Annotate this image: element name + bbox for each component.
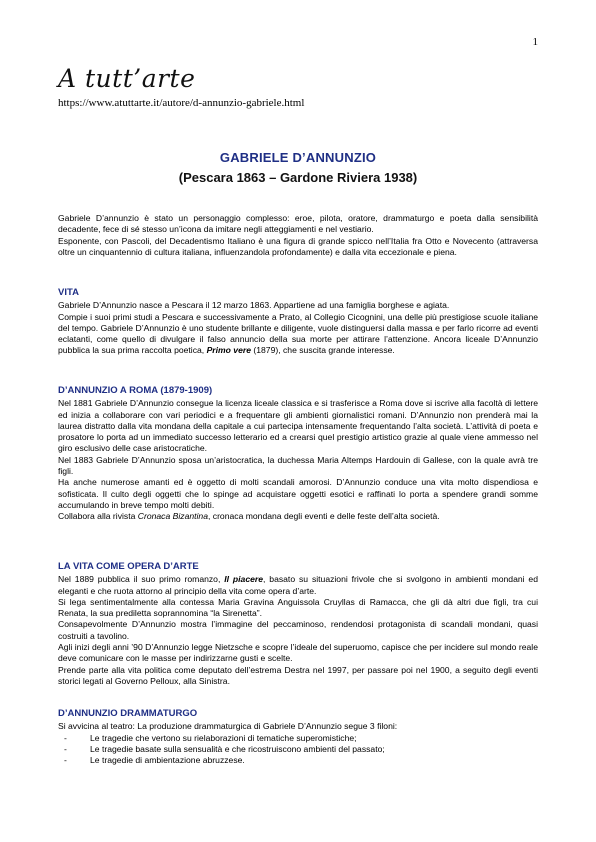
site-logo: A tutt’arte — [58, 64, 196, 93]
paragraph: Collabora alla rivista Cronaca Bizantina, cronaca mondana degli eventi e delle feste dell’alta società. — [58, 511, 440, 522]
paragraph: Consapevolmente D’Annunzio mostra l’immagine del peccaminoso, rendendosi protagonista di scandali mondani, quasi costruiti a tavolino. — [58, 619, 538, 641]
paragraph: Si avvicina al teatro: La produzione drammaturgica di Gabriele D’Annunzio segue 3 filoni: — [58, 721, 398, 732]
paragraph: Prende parte alla vita politica come deputato dell’estrema Destra nel 1997, per passare poi nel 1900, a seguito degli eventi storici legati al Governo Pelloux, alla Sinistra. — [58, 664, 538, 686]
page-subtitle: (Pescara 1863 – Gardone Riviera 1938) — [178, 170, 418, 185]
section-heading: D’ANNUNZIO DRAMMATURGO — [58, 708, 198, 719]
section-heading: LA VITA COME OPERA D’ARTE — [58, 561, 199, 572]
section-heading: VITA — [58, 287, 79, 298]
paragraph: Gabriele D’Annunzio nasce a Pescara il 12 marzo 1863. Appartiene ad una famiglia borghese e agiata. — [58, 300, 450, 311]
list-item: - Le tragedie di ambientazione abruzzese. — [64, 755, 538, 766]
paragraph: Nel 1881 Gabriele D’Annunzio consegue la licenza liceale classica e si trasferisce a Roma dove si iscrive alla facoltà di lettere ed inizia a collaborare con vari periodici e a frequentare gli ambienti giornalistici romani. D’Annunzio non prenderà mai la laurea distratto dalla vita mondana della capitale a cui partecipa intensamente frequentando l’alta società. L’attività di poeta e prosatore lo porta ad un immediato successo letterario ed a crearsi quel prestigio artistico grazie al quale viene ammesso nel giro esclusivo delle case aristocratiche. — [58, 398, 538, 454]
intro-section — [58, 213, 538, 258]
work-title: Cronaca Bizantina — [137, 511, 208, 522]
section-heading: D’ANNUNZIO A ROMA (1879-1909) — [58, 385, 213, 396]
list-item: - Le tragedie basate sulla sensualità e che ricostruiscono ambienti del passato; — [64, 744, 538, 755]
paragraph: Nel 1883 Gabriele D’Annunzio sposa un’aristocratica, la duchessa Maria Altemps Hardouin di Gallese, con la quale avrà tre figli. — [58, 454, 538, 477]
tragedy-list — [58, 733, 538, 767]
section-arte — [58, 561, 538, 687]
paragraph: Nel 1889 pubblica il suo primo romanzo, Il piacere, basato su situazioni frivole che si svolgono in ambienti mondani ed eleganti e che ruota attorno al principio della vita come opera d’arte. — [58, 574, 538, 596]
intro-paragraph: Gabriele D’annunzio è stato un personaggio complesso: eroe, pilota, oratore, drammaturgo e poeta dalla sensibilità decadente, fece di sé stesso un’icona da imitare negli atteggiamenti e nel vestiario. — [58, 213, 538, 235]
paragraph: Compie i suoi primi studi a Pescara e successivamente a Prato, al Collegio Cicognini, una delle più prestigiose scuole italiane del tempo. Gabriele D’Annunzio è uno studente brillante e diligente, vuole distinguersi dalla massa e per farlo ricorre ad eventi eclatanti, come quello di divulgare il falso annuncio della sua morte per attirare l’attenzione. Ancora liceale D’Annunzio pubblica la sua prima raccolta poetica, Primo vere (1879), che suscita grande interesse. — [58, 311, 538, 356]
source-url[interactable]: https://www.atuttarte.it/autore/d-annunzio-gabriele.html — [58, 97, 305, 109]
section-drammaturgo — [58, 708, 538, 766]
page-title: GABRIELE D’ANNUNZIO — [219, 150, 377, 165]
paragraph: Ha anche numerose amanti ed è oggetto di molti scandali amorosi. D’Annunzio conduce una vita molto dispendiosa e sofisticata. Il culto degli oggetti che lo spinge ad acquistare oggetti esotici e raffinati lo porta a spendere grandi somme accumulando in breve tempo molti debiti. — [58, 477, 538, 510]
section-roma — [58, 385, 538, 523]
paragraph: Agli inizi degli anni ’90 D’Annunzio legge Nietzsche e scopre l’ideale del superuomo, capisce che per incidere sul mondo reale deve comunicare con le masse per indirizzarne gusti e scelte. — [58, 642, 538, 664]
paragraph: Si lega sentimentalmente alla contessa Maria Gravina Anguissola Cruyllas di Ramacca, che gli dà altri due figli, tra cui Renata, la sua prediletta soprannomina “la Sirenetta”. — [58, 596, 538, 619]
intro-paragraph: Esponente, con Pascoli, del Decadentismo Italiano è una figura di grande spicco nell’Italia fra Otto e Novecento (attraversa oltre un cinquantennio di cultura italiana, influenzandola profondamente) e dalla vita eccezionale e piena. — [58, 235, 538, 257]
work-title: Primo vere — [206, 345, 251, 356]
list-item: - Le tragedie che vertono su rielaborazioni di tematiche superomistiche; — [64, 733, 538, 744]
work-title: Il piacere — [224, 574, 264, 585]
section-vita — [58, 287, 538, 357]
page-number: 1 — [532, 36, 538, 48]
